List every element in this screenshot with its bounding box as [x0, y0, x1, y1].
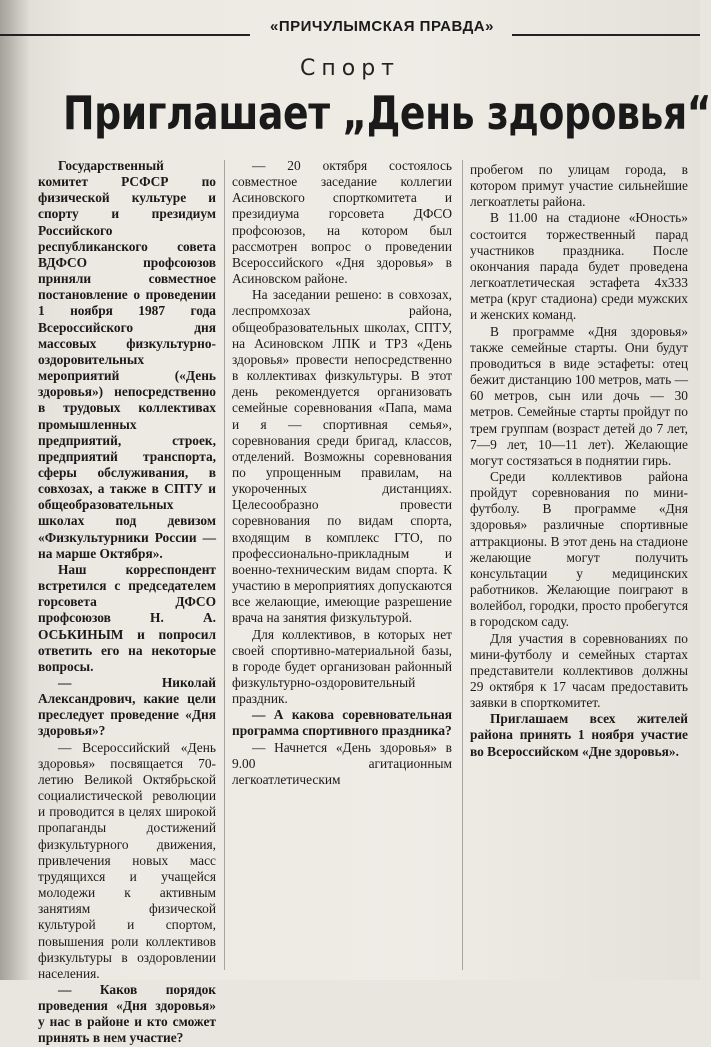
article-headline: Приглашает „День здоровья“ — [63, 86, 711, 140]
paragraph: — 20 октября состоялось совместное заседание коллегии Асиновского спорткомитета и президиума горсовета ДФСО профсоюзов, на котором был рассмотрен вопрос о проведении Всероссийского «Дня здоровья» в Асиновском районе. — [232, 158, 452, 287]
paragraph: В программе «Дня здоровья» также семейные старты. Они будут проводиться в виде эстафеты: отец бежит дистанцию 100 метров, мать — 60 метров, сын или дочь — 30 метров. Семейные старты пройдут по трем группам (возраст детей до 7 лет, 7—9 лет, 10—11 лет). Желающие могут состязаться в поднятии гирь. — [470, 323, 688, 468]
paragraph: Государственный комитет РСФСР по физической культуре и спорту и президиум Российского республиканского совета ВДФСО профсоюзов приняли совместное постановление о проведении 1 ноября 1987 года Всероссийского дня массовых физкультурно-оздоровительных мероприятий («День здоровья») непосредственно в трудовых коллективах промышленных предприятий, строек, предприятий транспорта, сферы обслуживания, в совхозах, а также в СПТУ и общеобразовательных школах под девизом «Физкультурники России — на марше Октября». — [38, 158, 216, 561]
masthead-rule-right — [512, 34, 700, 36]
paragraph: — Всероссийский «День здоровья» посвящается 70-летию Великой Октябрьской социалистической революции и проводится в целях широкой пропаганды достижений физкультурного движения, привлечения новых масс трудящихся и учащейся молодежи к активным занятиям физической культурой и спортом, повышения роли коллективов физкультуры в оздоровлении населения. — [38, 739, 216, 981]
paragraph: Приглашаем всех жителей района принять 1 ноября участие во Всероссийском «Дне здоровья». — [470, 711, 688, 759]
paragraph: пробегом по улицам города, в котором примут участие сильнейшие легкоатлеты района. — [470, 162, 688, 210]
page-edge-shadow — [0, 0, 30, 980]
paragraph: — А какова соревновательная программа спортивного праздника? — [232, 707, 452, 739]
paragraph: В 11.00 на стадионе «Юность» состоится торжественный парад участников праздника. После окончания парада будет проведена легкоатлетическая эстафета 4х333 метра (круг стадиона) среди мужских и женских команд. — [470, 210, 688, 323]
paragraph: Для коллективов, в которых нет своей спортивно-материальной базы, в городе будет организован районный физкультурно-оздоровительный праздник. — [232, 626, 452, 707]
paragraph: Наш корреспондент встретился с председателем горсовета ДФСО профсоюзов Н. А. ОСЬКИНЫМ и попросил ответить его на некоторые вопросы. — [38, 561, 216, 674]
paragraph: — Николай Александрович, какие цели преследует проведение «Дня здоровья»? — [38, 675, 216, 739]
masthead-rule-left — [0, 34, 250, 36]
newspaper-name: «ПРИЧУЛЫМСКАЯ ПРАВДА» — [270, 18, 494, 35]
article-column-2 — [232, 158, 452, 970]
section-rubric: Спорт — [300, 56, 400, 81]
paragraph: — Каков порядок проведения «Дня здоровья» у нас в районе и кто сможет принять в нем участие? — [38, 981, 216, 1046]
masthead — [0, 14, 700, 42]
paragraph: — Начнется «День здоровья» в 9.00 агитационным легкоатлетическим — [232, 739, 452, 787]
column-divider-2 — [462, 160, 463, 970]
paragraph: Среди коллективов района пройдут соревнования по мини-футболу. В программе «Дня здоровья» различные спортивные аттракционы. В этот день на стадионе желающие могут получить консультации у медицинских работников. Желающие поиграют в волейбол, городки, просто пробегутся в городском саду. — [470, 468, 688, 630]
article-column-1 — [38, 158, 216, 1046]
column-divider-1 — [224, 160, 225, 970]
paragraph: Для участия в соревнованиях по мини-футболу и семейных стартах представители коллективов должны 29 октября к 17 часам предоставить заявки в спорткомитет. — [470, 630, 688, 711]
article-column-3 — [470, 162, 688, 974]
paragraph: На заседании решено: в совхозах, леспромхозах района, общеобразовательных школах, СПТУ, на Асиновском ЛПК и ТРЗ «День здоровья» провести непосредственно в коллективах физкультуры. В этот день рекомендуется организовать семейные соревнования «Папа, мама и я — спортивная семья», соревнования среди бригад, классов, отделений. Возможны соревнования по упрощенным правилам, на укороченных дистанциях. Целесообразно провести соревнования по видам спорта, входящим в комплекс ГТО, по профессионально-прикладным и военно-техническим видам спорта. К участию в мероприятиях допускаются все желающие, имеющие разрешение врача на занятия физкультурой. — [232, 287, 452, 626]
